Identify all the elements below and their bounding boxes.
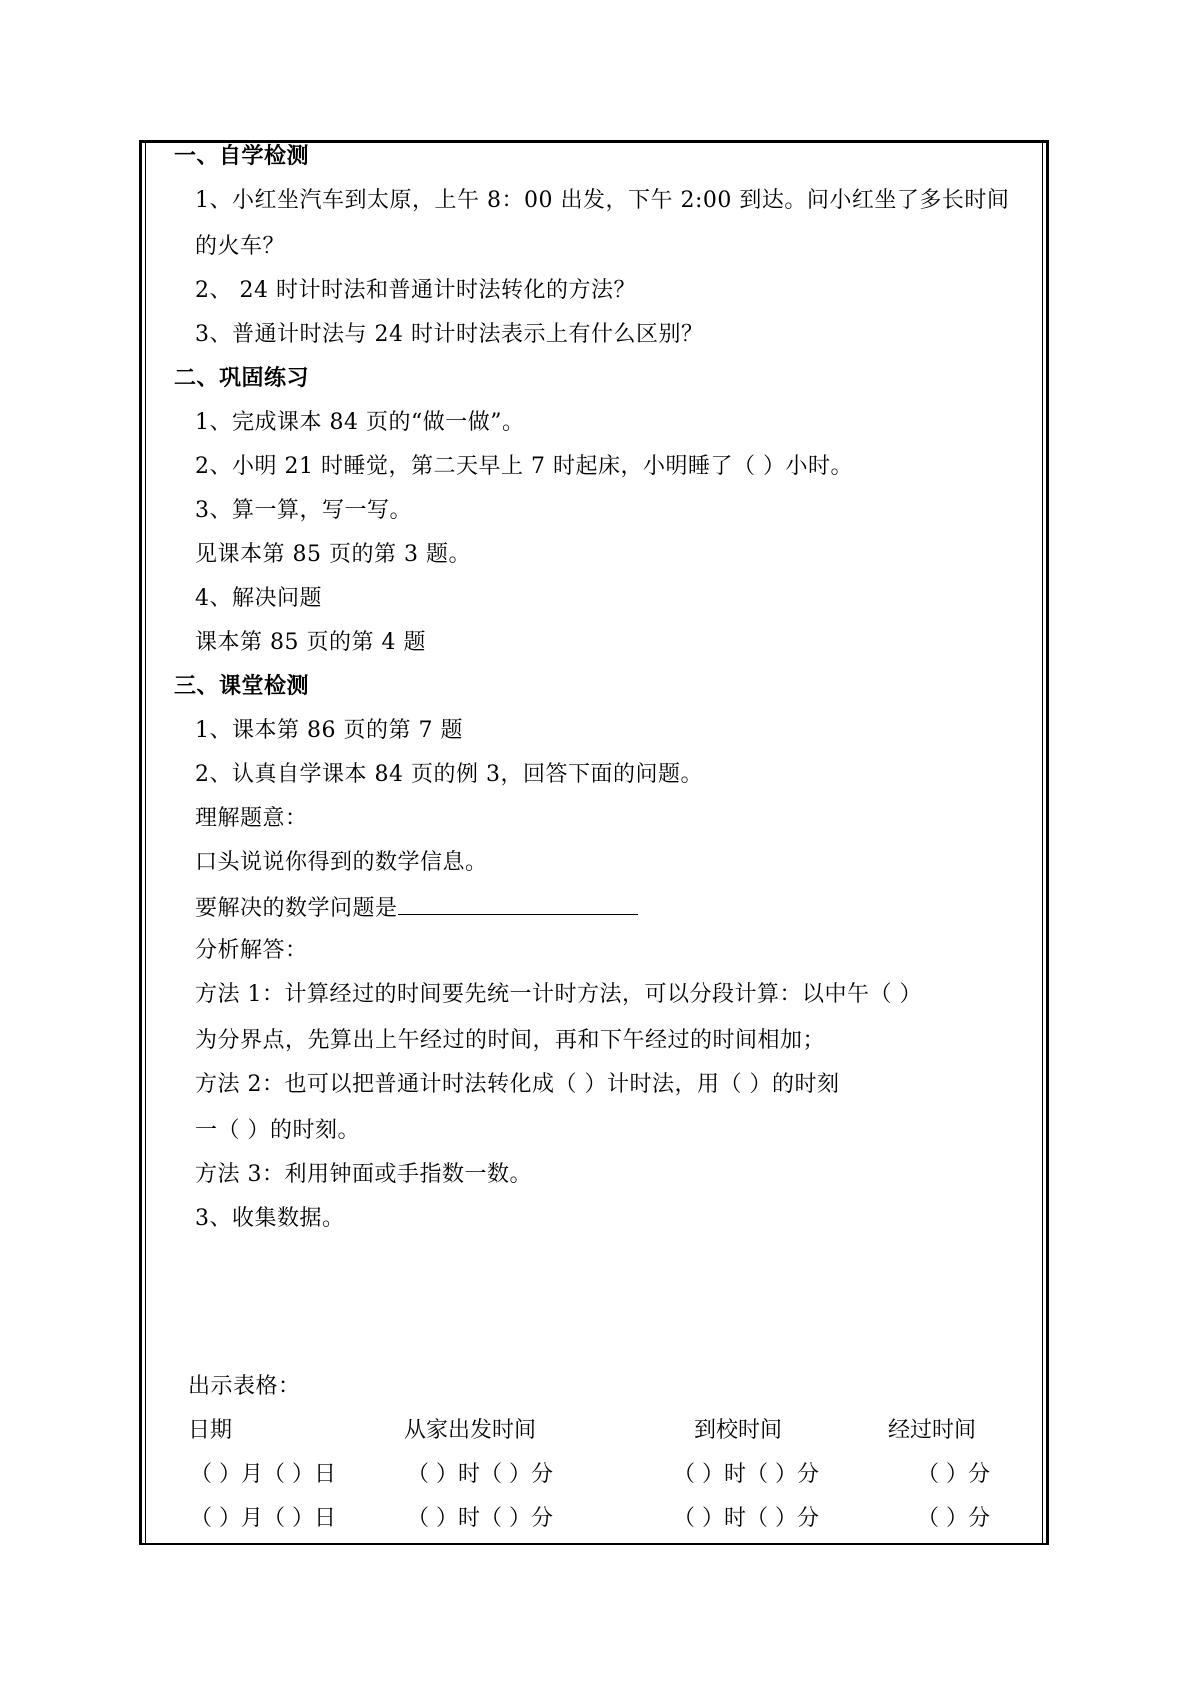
section2-q1: 1、完成课本 84 页的“做一做”。 <box>195 410 525 435</box>
table-header-date: 日期 <box>188 1418 233 1443</box>
table-row2-arrive: （ ）时（ ）分 <box>673 1506 819 1531</box>
table-row1-depart: （ ）时（ ）分 <box>407 1462 553 1487</box>
table-row1-date: （ ）月（ ）日 <box>190 1462 336 1487</box>
section3-understand: 理解题意： <box>195 806 308 831</box>
section3-analysis: 分析解答： <box>195 938 308 963</box>
section2-q3-note: 见课本第 85 页的第 3 题。 <box>195 542 471 567</box>
section3-problem-prefix: 要解决的数学问题是 <box>195 896 398 921</box>
table-header-depart: 从家出发时间 <box>404 1418 537 1443</box>
table-row2-elapsed: （ ）分 <box>917 1506 990 1531</box>
section2-q4-note: 课本第 85 页的第 4 题 <box>195 630 426 655</box>
section3-oral: 口头说说你得到的数学信息。 <box>195 850 488 875</box>
table-caption: 出示表格： <box>188 1374 301 1399</box>
section2-q2: 2、小明 21 时睡觉，第二天早上 7 时起床，小明睡了（ ）小时。 <box>195 454 853 479</box>
section3-q1: 1、课本第 86 页的第 7 题 <box>195 718 463 743</box>
section3-heading: 三、课堂检测 <box>174 674 310 699</box>
section3-method1-line1: 方法 1：计算经过的时间要先统一计时方法，可以分段计算：以中午（ ） <box>195 982 922 1007</box>
table-row1-arrive: （ ）时（ ）分 <box>673 1462 819 1487</box>
answer-blank-line <box>398 892 638 915</box>
section1-q1-line1: 1、小红坐汽车到太原，上午 8：00 出发，下午 2:00 到达。问小红坐了多长时间 <box>195 188 1010 213</box>
table-row1-elapsed: （ ）分 <box>917 1462 990 1487</box>
table-header-arrive: 到校时间 <box>694 1418 783 1443</box>
section3-method1-line2: 为分界点，先算出上午经过的时间，再和下午经过的时间相加； <box>195 1028 826 1053</box>
table-row2-date: （ ）月（ ）日 <box>190 1506 336 1531</box>
worksheet-frame <box>139 140 1049 1545</box>
section1-q3: 3、普通计时法与 24 时计时法表示上有什么区别？ <box>195 322 704 347</box>
section1-q1-line2: 的火车？ <box>195 234 286 259</box>
section3-method2-line1: 方法 2：也可以把普通计时法转化成（ ）计时法，用（ ）的时刻 <box>195 1072 840 1097</box>
section2-heading: 二、巩固练习 <box>174 366 310 391</box>
section3-q3: 3、收集数据。 <box>195 1206 345 1231</box>
section1-q2: 2、 24 时计时法和普通计时法转化的方法？ <box>195 278 636 303</box>
table-header-elapsed: 经过时间 <box>888 1418 977 1443</box>
section1-heading: 一、自学检测 <box>174 144 310 169</box>
section3-method3: 方法 3：利用钟面或手指数一数。 <box>195 1162 532 1187</box>
section2-q4: 4、解决问题 <box>195 586 322 611</box>
section3-method2-line2: 一（ ）的时刻。 <box>195 1118 360 1143</box>
section3-problem <box>195 892 638 924</box>
table-row2-depart: （ ）时（ ）分 <box>407 1506 553 1531</box>
section3-q2: 2、认真自学课本 84 页的例 3，回答下面的问题。 <box>195 762 703 787</box>
section2-q3: 3、算一算，写一写。 <box>195 498 412 523</box>
